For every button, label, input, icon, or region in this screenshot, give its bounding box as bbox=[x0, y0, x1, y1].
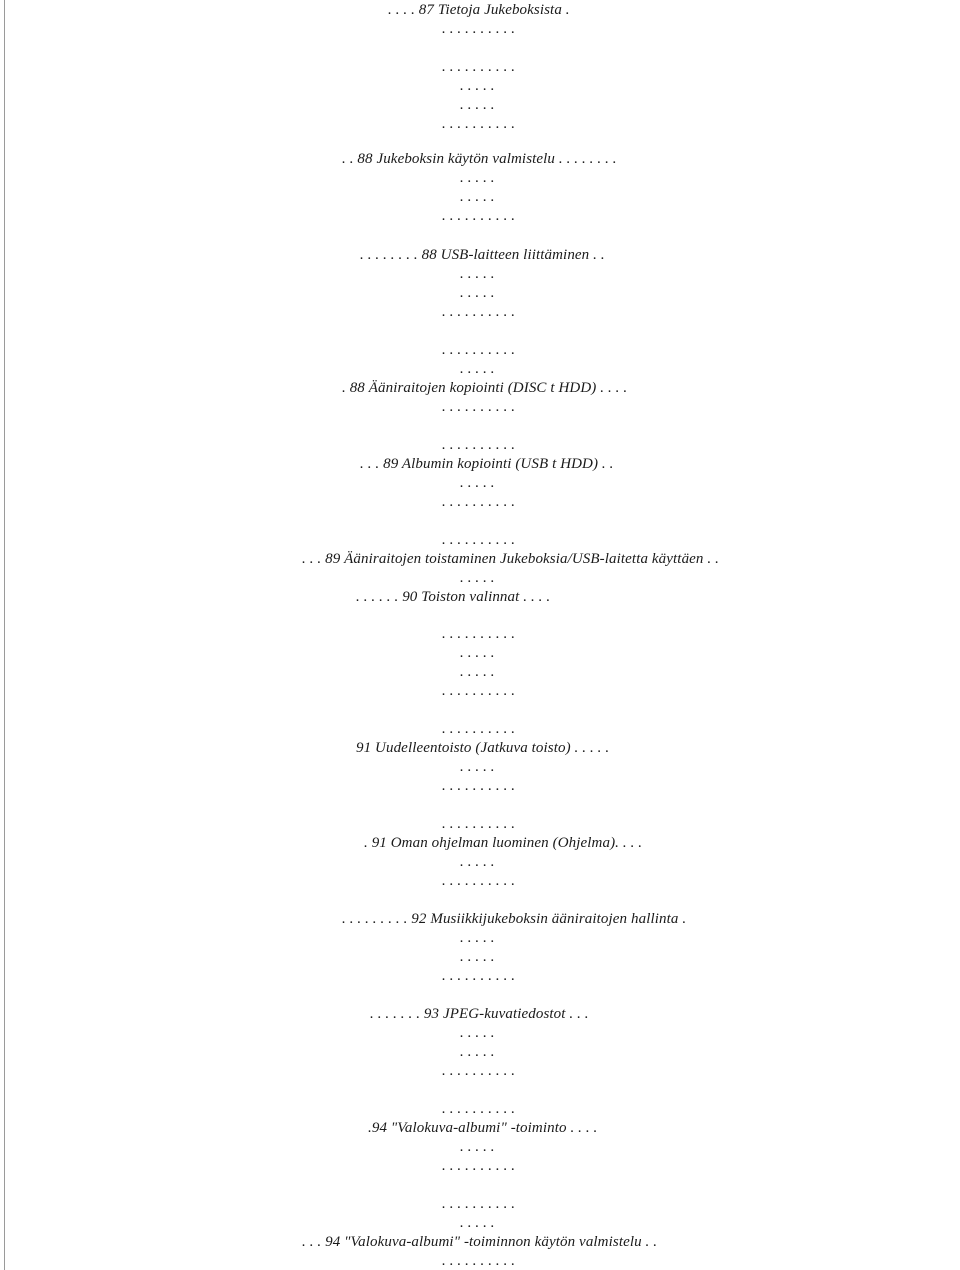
toc-entry[interactable]: .94 "Valokuva-albumi" -toiminto . . . . bbox=[368, 1120, 598, 1136]
toc-leader-dots: . . . . . bbox=[460, 664, 495, 680]
toc-leader-dots: . . . . . bbox=[460, 78, 495, 94]
toc-entry[interactable]: . 88 Ääniraitojen kopiointi (DISC t HDD) . . . . bbox=[342, 380, 628, 396]
toc-leader-dots: . . . . . . . . . . bbox=[442, 494, 516, 510]
toc-leader-dots: . . . . . . . . . . bbox=[442, 532, 516, 548]
toc-leader-dots: . . . . . . . . . . bbox=[442, 342, 516, 358]
toc-leader-dots: . . . . . . . . . . bbox=[442, 968, 516, 984]
toc-leader-dots: . . . . . . . . . . bbox=[442, 778, 516, 794]
toc-leader-dots: . . . . . . . . . . bbox=[442, 721, 516, 737]
toc-leader-dots: . . . . . bbox=[460, 170, 495, 186]
toc-leader-dots: . . . . . . . . . . bbox=[442, 1063, 516, 1079]
toc-leader-dots: . . . . . . . . . . bbox=[442, 1253, 516, 1269]
toc-leader-dots: . . . . . bbox=[460, 1044, 495, 1060]
toc-leader-dots: . . . . . bbox=[460, 1025, 495, 1041]
toc-entry[interactable]: . . 88 Jukeboksin käytön valmistelu . . . . . . . . bbox=[342, 151, 617, 167]
toc-leader-dots: . . . . . . . . . . bbox=[442, 21, 516, 37]
toc-leader-dots: . . . . . . . . . . bbox=[442, 1196, 516, 1212]
toc-leader-dots: . . . . . . . . . . bbox=[442, 1158, 516, 1174]
toc-leader-dots: . . . . . bbox=[460, 97, 495, 113]
toc-leader-dots: . . . . . . . . . . bbox=[442, 816, 516, 832]
toc-entry[interactable]: . . . . . . . . 88 USB-laitteen liittäminen . . bbox=[360, 247, 605, 263]
toc-leader-dots: . . . . . . . . . . bbox=[442, 683, 516, 699]
toc-leader-dots: . . . . . bbox=[460, 854, 495, 870]
toc-entry[interactable]: . 91 Oman ohjelman luominen (Ohjelma). . . . bbox=[364, 835, 643, 851]
toc-leader-dots: . . . . . bbox=[460, 645, 495, 661]
toc-leader-dots: . . . . . bbox=[460, 361, 495, 377]
toc-leader-dots: . . . . . . . . . . bbox=[442, 1101, 516, 1117]
toc-leader-dots: . . . . . bbox=[460, 949, 495, 965]
toc-entry[interactable]: . . . 94 "Valokuva-albumi" -toiminnon käytön valmistelu . . bbox=[302, 1234, 658, 1250]
toc-leader-dots: . . . . . . . . . . bbox=[442, 626, 516, 642]
toc-entry[interactable]: . . . . 87 Tietoja Jukeboksista . bbox=[388, 2, 570, 18]
toc-leader-dots: . . . . . . . . . . bbox=[442, 59, 516, 75]
toc-leader-dots: . . . . . bbox=[460, 570, 495, 586]
toc-leader-dots: . . . . . bbox=[460, 1215, 495, 1231]
toc-leader-dots: . . . . . . . . . . bbox=[442, 304, 516, 320]
toc-leader-dots: . . . . . . . . . . bbox=[442, 873, 516, 889]
toc-leader-dots: . . . . . bbox=[460, 189, 495, 205]
toc-entry[interactable]: . . . . . . . 93 JPEG-kuvatiedostot . . . bbox=[370, 1006, 589, 1022]
toc-leader-dots: . . . . . bbox=[460, 1139, 495, 1155]
toc-leader-dots: . . . . . bbox=[460, 475, 495, 491]
toc-entry[interactable]: . . . . . . 90 Toiston valinnat . . . . bbox=[356, 589, 551, 605]
toc-leader-dots: . . . . . bbox=[460, 930, 495, 946]
toc-entry[interactable]: . . . 89 Albumin kopiointi (USB t HDD) . . bbox=[360, 456, 614, 472]
toc-leader-dots: . . . . . bbox=[460, 266, 495, 282]
toc-leader-dots: . . . . . bbox=[460, 759, 495, 775]
toc-leader-dots: . . . . . . . . . . bbox=[442, 399, 516, 415]
toc-entry[interactable]: 91 Uudelleentoisto (Jatkuva toisto) . . . . . bbox=[356, 740, 610, 756]
toc-entry[interactable]: . . . 89 Ääniraitojen toistaminen Jukeboksia/USB-laitetta käyttäen . . bbox=[302, 551, 719, 567]
toc-leader-dots: . . . . . bbox=[460, 285, 495, 301]
toc-leader-dots: . . . . . . . . . . bbox=[442, 437, 516, 453]
toc-leader-dots: . . . . . . . . . . bbox=[442, 116, 516, 132]
toc-entry[interactable]: . . . . . . . . . 92 Musiikkijukeboksin ääniraitojen hallinta . bbox=[342, 911, 687, 927]
toc-leader-dots: . . . . . . . . . . bbox=[442, 208, 516, 224]
